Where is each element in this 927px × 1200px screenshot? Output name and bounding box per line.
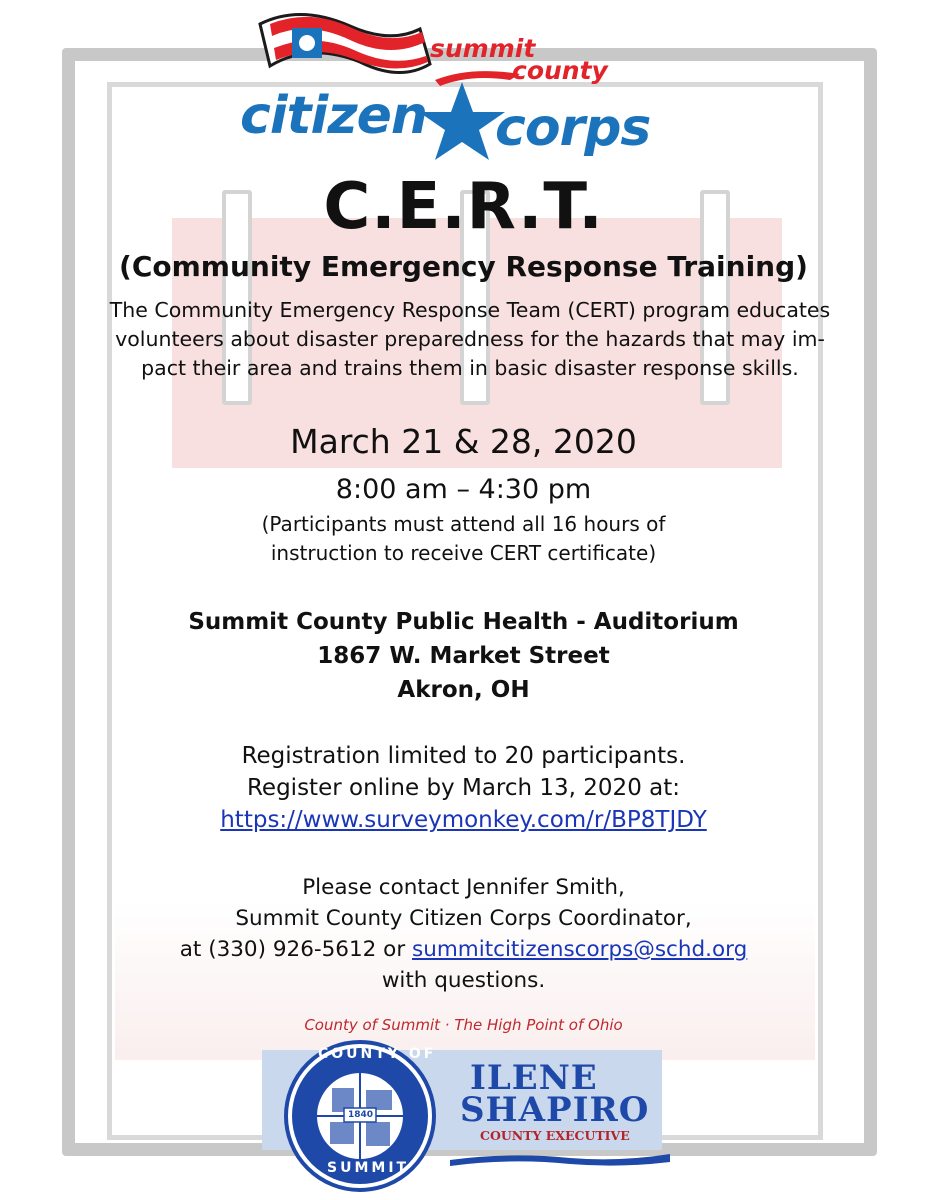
county-executive-last-name: SHAPIRO — [460, 1090, 650, 1130]
contact-info — [0, 872, 927, 996]
logo-county-text: county — [512, 56, 608, 85]
seal-year-text: 1840 — [348, 1110, 374, 1120]
county-executive-first-name: ILENE — [470, 1058, 598, 1098]
county-executive-title: COUNTY EXECUTIVE — [480, 1128, 630, 1143]
event-time: 8:00 am – 4:30 pm — [335, 474, 592, 505]
logo-summit-text: summit — [430, 34, 536, 63]
attendance-note-line: instruction to receive CERT certificate) — [270, 541, 657, 565]
location-street: 1867 W. Market Street — [317, 643, 610, 669]
registration-link[interactable]: https://www.surveymonkey.com/r/BP8TJDY — [220, 807, 707, 833]
contact-email-link[interactable]: summitcitizenscorps@schd.org — [412, 937, 748, 962]
attendance-note-line: (Participants must attend all 16 hours of — [261, 512, 666, 536]
page-title: C.E.R.T. — [323, 170, 604, 244]
registration-limit: Registration limited to 20 participants. — [241, 743, 686, 769]
intro-line: pact their area and trains them in basic disaster response skills. — [141, 356, 799, 380]
citizen-corps-logo — [230, 4, 700, 164]
location-venue: Summit County Public Health - Auditorium — [188, 609, 739, 635]
contact-line: Summit County Citizen Corps Coordinator, — [235, 906, 692, 931]
attendance-note — [220, 510, 707, 568]
seal-bottom-text: SUMMIT — [327, 1160, 410, 1176]
contact-line — [0, 934, 927, 965]
county-tagline: County of Summit · The High Point of Ohio — [304, 1016, 623, 1034]
event-date: March 21 & 28, 2020 — [290, 422, 637, 461]
event-location — [0, 605, 927, 707]
registration-info — [0, 740, 927, 836]
logo-citizen-text: citizen — [240, 86, 427, 146]
page-subtitle: (Community Emergency Response Training) — [119, 250, 808, 283]
seal-top-text: COUNTY OF — [318, 1046, 437, 1062]
contact-line: Please contact Jennifer Smith, — [302, 875, 625, 900]
logo-corps-text: corps — [495, 98, 651, 158]
contact-line: with questions. — [381, 968, 546, 993]
registration-deadline: Register online by March 13, 2020 at: — [246, 775, 680, 801]
intro-line: The Community Emergency Response Team (CERT) program educates — [109, 298, 831, 322]
intro-paragraph — [90, 296, 850, 383]
executive-stripe-icon — [450, 1150, 670, 1168]
location-city: Akron, OH — [397, 677, 530, 703]
contact-phone: at (330) 926-5612 or — [179, 937, 413, 962]
intro-line: volunteers about disaster preparedness for the hazards that may im- — [115, 327, 825, 351]
